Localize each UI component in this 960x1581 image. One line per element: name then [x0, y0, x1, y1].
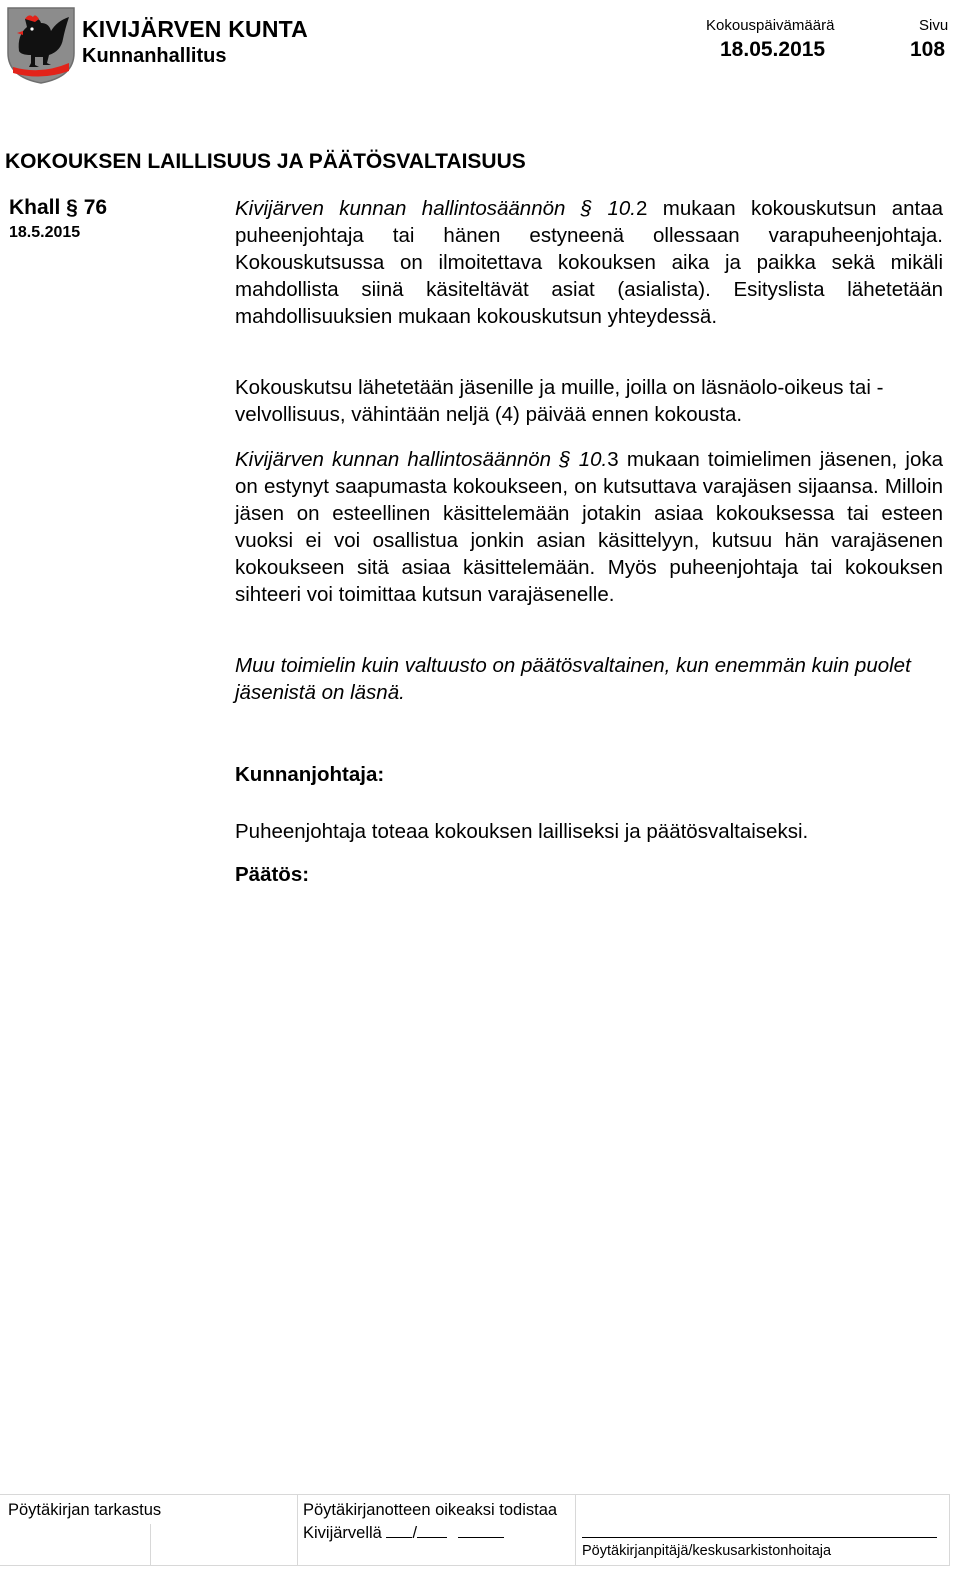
signatory-title: Pöytäkirjanpitäjä/keskusarkistonhoitaja	[582, 1543, 832, 1559]
section-title: KOKOUKSEN LAILLISUUS JA PÄÄTÖSVALTAISUUS	[5, 150, 526, 173]
paragraph-text: Muu toimielin kuin valtuusto on päätösvaltainen, kun enemmän kuin puolet jäsenistä on läsnä.	[235, 654, 911, 704]
body-paragraph-3	[235, 446, 943, 608]
section-number: Khall § 76	[9, 196, 108, 219]
paragraph-text: 2 mukaan kokouskutsun antaa puheenjohtaja tai hänen estyneenä ollessaan varapuheenjohtaja. Kokouskutsussa on ilmoitettava kokouksen aika ja paikka sekä mikäli mahdollista siinä käsiteltävät asiat (asialista). Esityslista lähetetään mahdollisuuksien mukaan kokouskutsun yhteydessä.	[235, 197, 943, 328]
page-number: 108	[910, 38, 946, 61]
section-date: 18.5.2015	[9, 224, 81, 241]
body-paragraph-2	[235, 374, 943, 428]
director-heading: Kunnanjohtaja:	[235, 763, 385, 786]
organization-unit: Kunnanhallitus	[82, 45, 227, 67]
footer-divider	[297, 1494, 298, 1566]
body-paragraph-4	[235, 652, 943, 706]
body-paragraph-1	[235, 195, 943, 330]
minutes-check-label: Pöytäkirjan tarkastus	[8, 1501, 162, 1519]
regulation-reference: Kivijärven kunnan hallintosäännön § 10.	[235, 448, 608, 471]
year-blank	[458, 1522, 504, 1538]
director-proposal: Puheenjohtaja toteaa kokouksen lailliseksi ja päätösvaltaiseksi.	[235, 820, 809, 843]
meeting-date-label: Kokouspäivämäärä	[706, 17, 835, 34]
coat-of-arms-rooster-icon	[5, 5, 77, 85]
paragraph-text: 3 mukaan toimielimen jäsenen, joka on estynyt saapumasta kokoukseen, on kutsuttava varajäsen sijaansa. Milloin jäsen on esteellinen käsittelemään jotakin asiaa kokouksessa tai esteen vuoksi ei voi osallistua jonkin asian käsittelyyn, kutsuu hän varajäsenen kokoukseen sitä asiaa käsittelemään. Myös puheenjohtaja tai kokouksen sihteeri voi toimittaa kutsun varajäsenelle.	[235, 448, 943, 606]
place-prefix: Kivijärvellä	[303, 1524, 382, 1542]
regulation-reference: Kivijärven kunnan hallintosäännön § 10.	[235, 197, 636, 220]
certify-label: Pöytäkirjanotteen oikeaksi todistaa	[303, 1501, 558, 1519]
coat-of-arms-logo	[5, 5, 77, 85]
month-blank	[417, 1522, 447, 1538]
organization-name: KIVIJÄRVEN KUNTA	[82, 16, 308, 42]
page-label: Sivu	[919, 17, 949, 34]
place-date-field	[303, 1522, 504, 1543]
decision-heading: Päätös:	[235, 863, 310, 886]
footer-divider	[575, 1494, 576, 1566]
date-separator: /	[412, 1524, 418, 1542]
footer-divider	[150, 1524, 151, 1566]
signature-line	[582, 1537, 937, 1538]
paragraph-text: Kokouskutsu lähetetään jäsenille ja muille, joilla on läsnäolo-oikeus tai -velvollisuus, vähintään neljä (4) päivää ennen kokousta.	[235, 376, 884, 426]
day-blank	[386, 1522, 412, 1538]
meeting-date-value: 18.05.2015	[720, 38, 826, 61]
